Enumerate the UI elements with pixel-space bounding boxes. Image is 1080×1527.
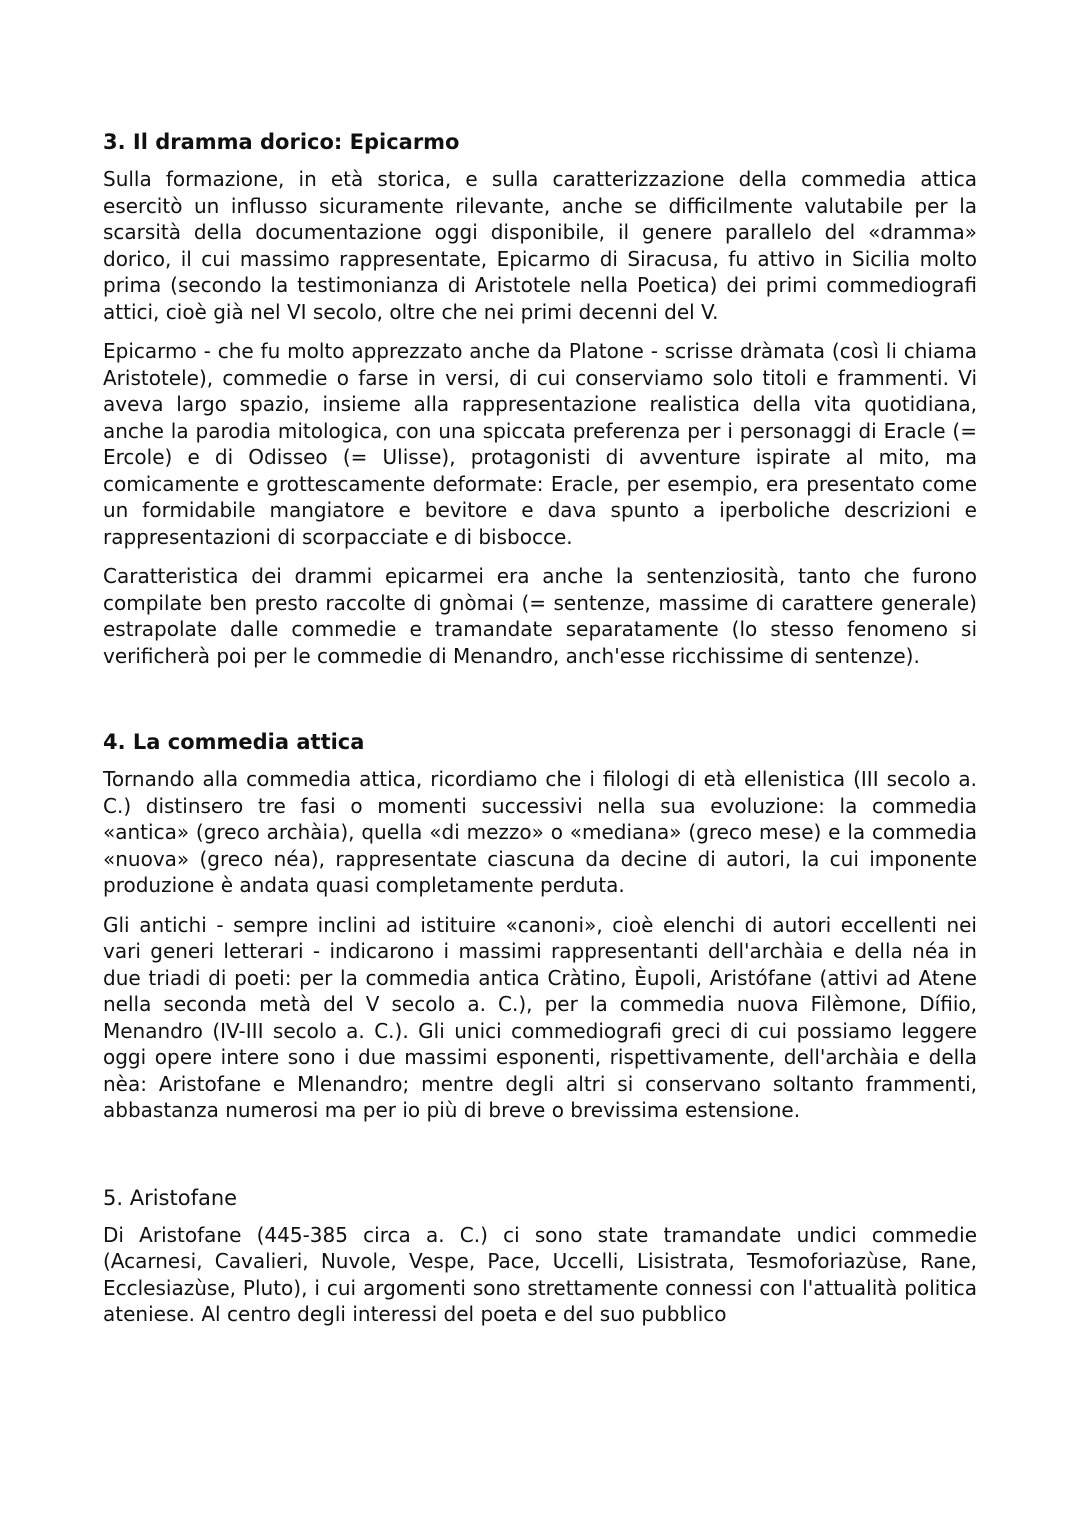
paragraph: Epicarmo - che fu molto apprezzato anche da Platone - scrisse dràmata (così li chiama Aristotele), commedie o farse in versi, di cui conserviamo solo titoli e frammenti. Vi aveva largo spazio, insieme alla rappresentazione realistica della vita quotidiana, anche la parodia mitologica, con una spiccata preferenza per i personaggi di Eracle (= Ercole) e di Odisseo (= Ulisse), protagonisti di avventure ispirate al mito, ma comicamente e grottescamente deformate: Eracle, per esempio, era presentato come un formidabile mangiatore e bevitore e dava spunto a iperboliche descrizioni e rappresentazioni di scorpacciate e di bisbocce. — [103, 339, 977, 549]
paragraph: Sulla formazione, in età storica, e sulla caratterizzazione della commedia attica esercitò un influsso sicuramente rilevante, anche se difficilmente valutabile per la scarsità della documentazione oggi disponibile, il genere parallelo del «dramma» dorico, il cui massimo rappresentate, Epicarmo di Siracusa, fu attivo in Sicilia molto prima (secondo la testimonianza di Aristotele nella Poetica) dei primi commediografi attici, cioè già nel VI secolo, oltre che nei primi decenni del V. — [103, 167, 977, 324]
section-heading: 5. Aristofane — [103, 1185, 238, 1210]
section-dramma-dorico — [103, 126, 977, 669]
section-aristofane — [103, 1182, 977, 1328]
paragraph: Di Aristofane (445-385 circa a. C.) ci sono state tramandate undici commedie (Acarnesi, Cavalieri, Nuvole, Vespe, Pace, Uccelli, Lisistrata, Tesmoforiazùse, Rane, Ecclesiazùse, Pluto), i cui argomenti sono strettamente connessi con l'attualità politica ateniese. Al centro degli interessi del poeta e del suo pubblico — [103, 1222, 977, 1326]
document-page — [103, 126, 977, 1328]
section-commedia-attica — [103, 726, 977, 1124]
paragraph: Gli antichi - sempre inclini ad istituire «canoni», cioè elenchi di autori eccellenti nei vari generi letterari - indicarono i massimi rappresentanti dell'archàia e della néa in due triadi di poeti: per la commedia antica Cràtino, Èupoli, Aristófane (attivi ad Atene nella seconda metà del V secolo a. C.), per la commedia nuova Filèmone, Dífiio, Menandro (IV-III secolo a. C.). Gli unici commediografi greci di cui possiamo leggere oggi opere intere sono i due massimi esponenti, rispettivamente, dell'archàia e della nèa: Aristofane e Mlenandro; mentre degli altri si conservano soltanto frammenti, abbastanza numerosi ma per io più di breve o brevissima estensione. — [103, 912, 977, 1122]
section-heading: 3. Il dramma dorico: Epicarmo — [103, 130, 460, 154]
section-heading: 4. La commedia attica — [103, 730, 365, 754]
paragraph: Tornando alla commedia attica, ricordiamo che i filologi di età ellenistica (III secolo a. C.) distinsero tre fasi o momenti successivi nella sua evoluzione: la commedia «antica» (greco archàia), quella «di mezzo» o «mediana» (greco mese) e la commedia «nuova» (greco néa), rappresentate ciascuna da decine di autori, la cui imponente produzione è andata quasi completamente perduta. — [103, 767, 977, 897]
paragraph: Caratteristica dei drammi epicarmei era anche la sentenziosità, tanto che furono compilate ben presto raccolte di gnòmai (= sentenze, massime di carattere generale) estrapolate dalle commedie e tramandate separatamente (lo stesso fenomeno si verificherà poi per le commedie di Menandro, anch'esse ricchissime di sentenze). — [103, 564, 977, 668]
